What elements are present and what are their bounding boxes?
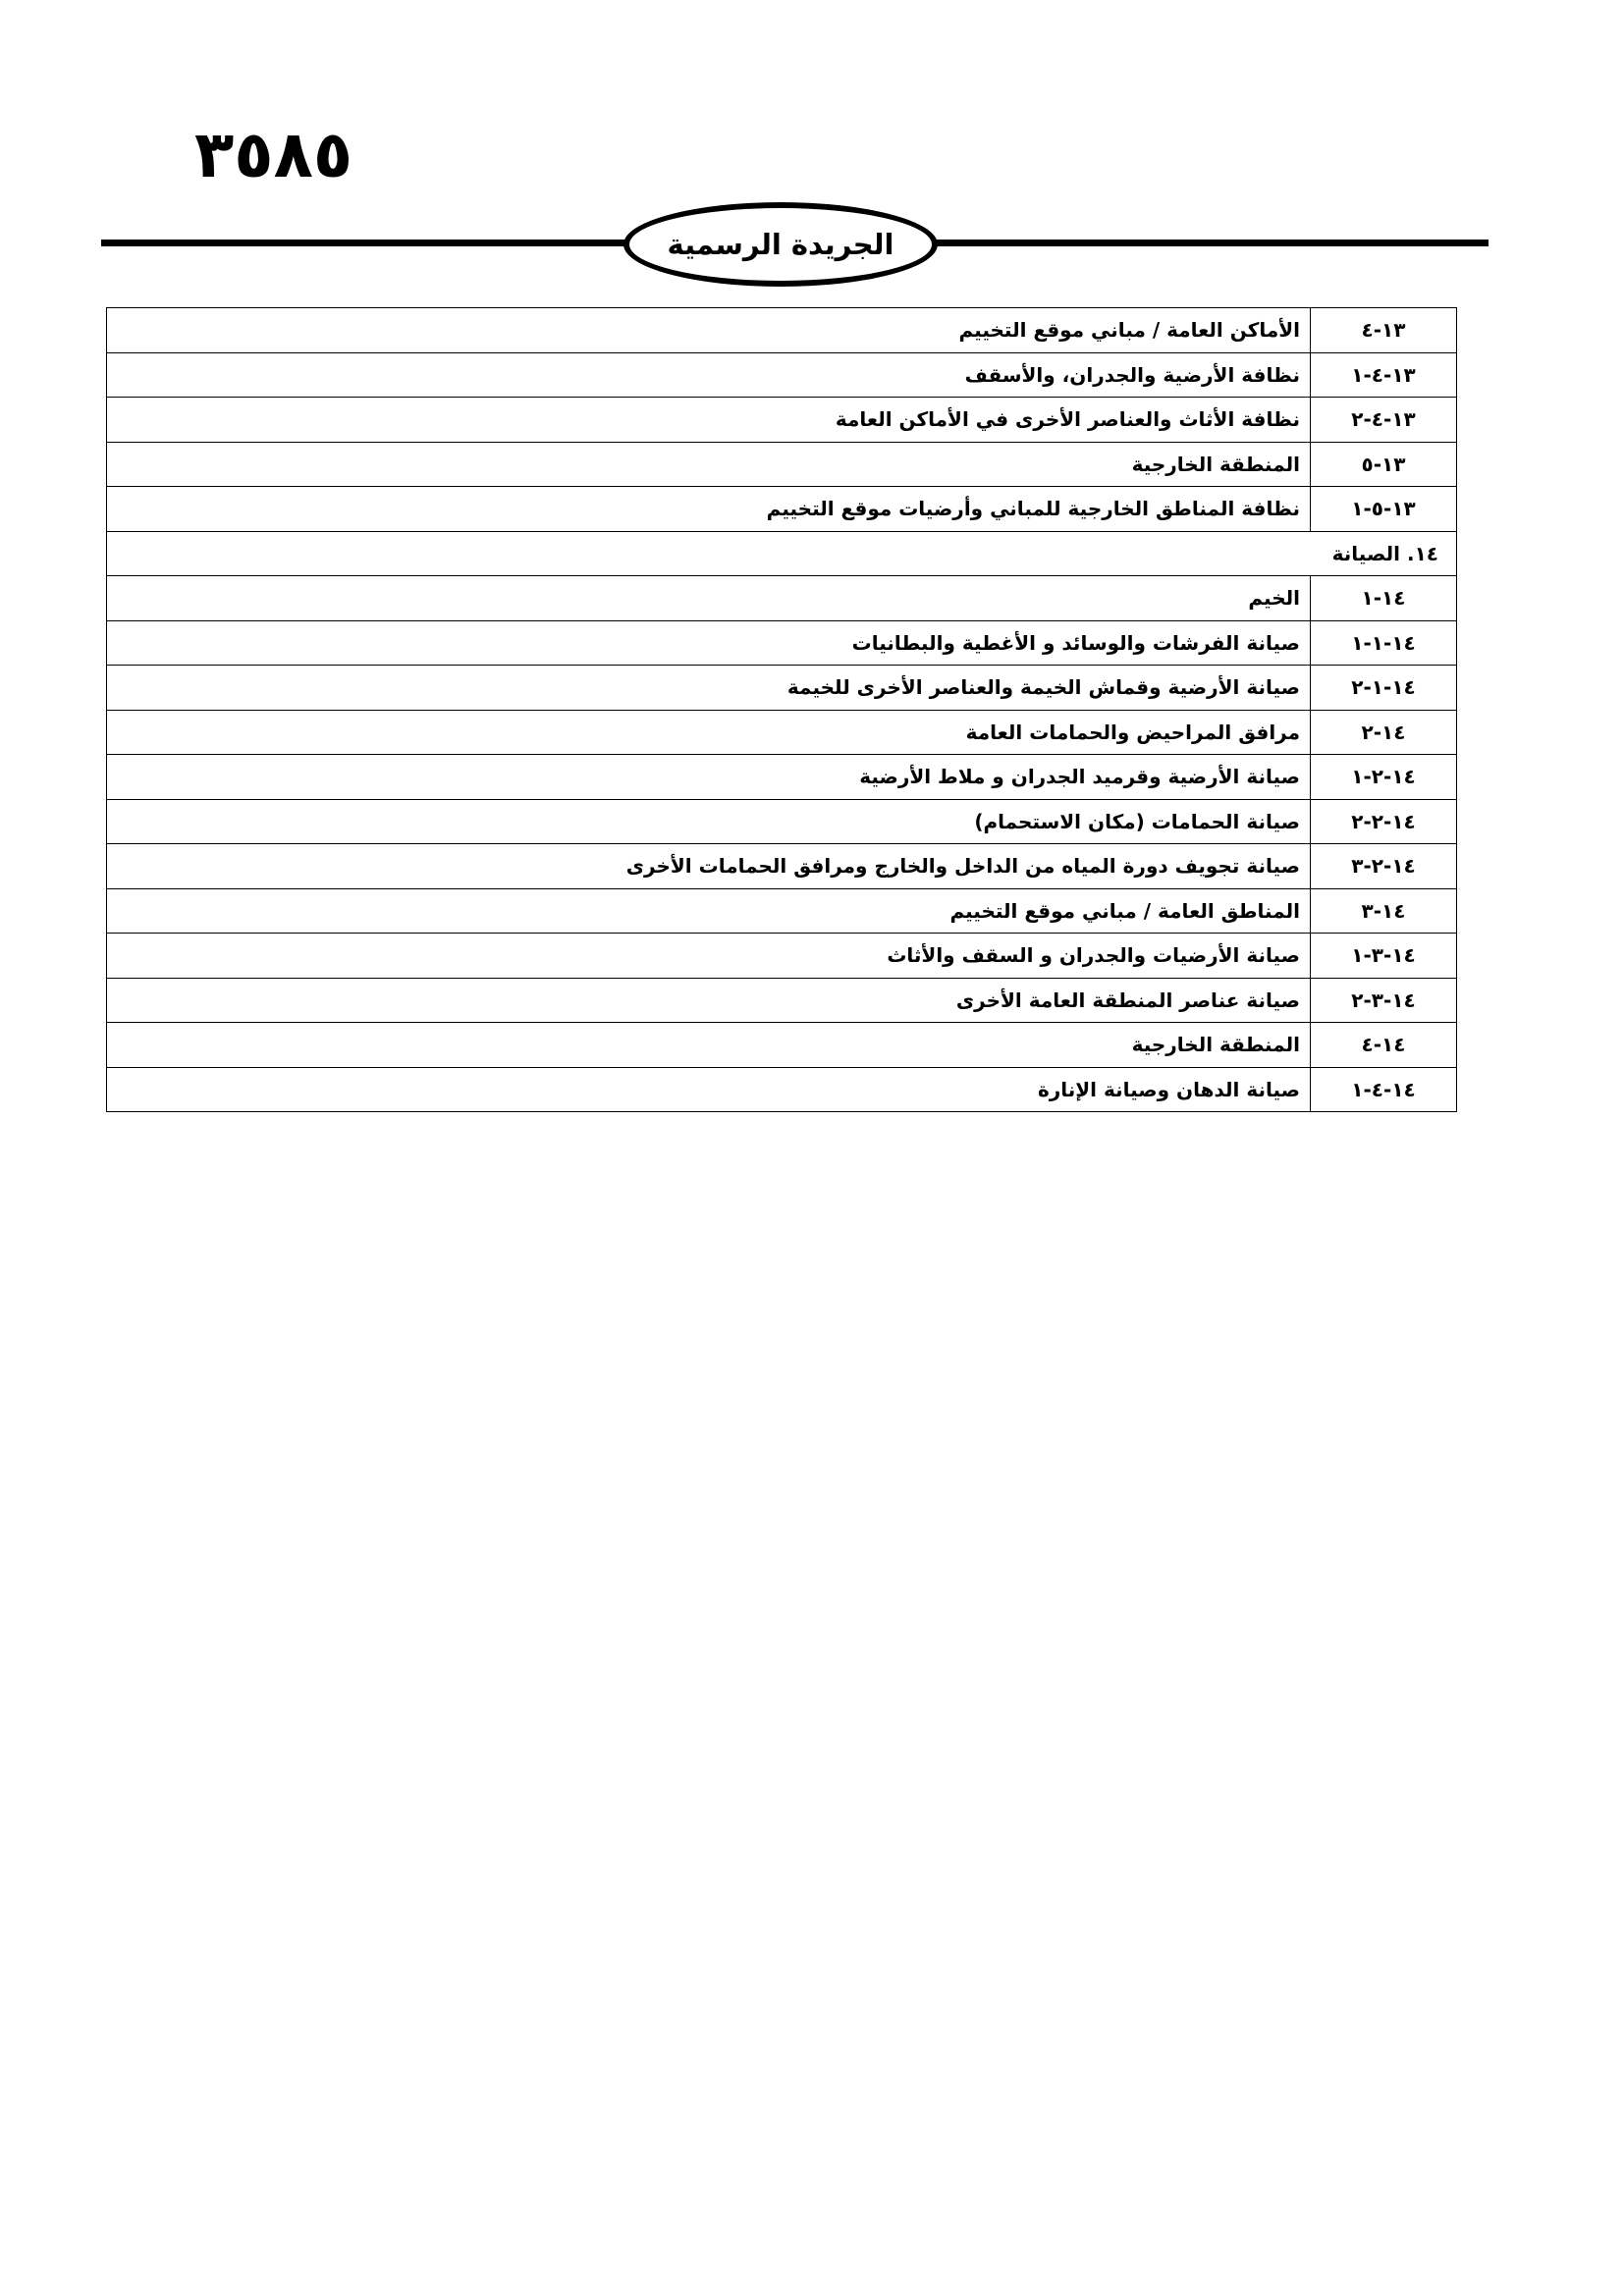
table-row <box>107 710 1457 755</box>
table-row <box>107 487 1457 532</box>
section-number: ١٤-٢-٣ <box>1311 844 1457 889</box>
table-row <box>107 844 1457 889</box>
section-title: الأماكن العامة / مباني موقع التخييم <box>107 308 1311 353</box>
table-row <box>107 576 1457 621</box>
chapter-heading: ١٤. الصيانة <box>107 531 1457 576</box>
section-title: نظافة الأرضية والجدران، والأسقف <box>107 352 1311 398</box>
section-title: صيانة الأرضية وقرميد الجدران و ملاط الأرضية <box>107 755 1311 800</box>
section-title: المنطقة الخارجية <box>107 1023 1311 1068</box>
section-number: ١٤-٤ <box>1311 1023 1457 1068</box>
section-title: صيانة تجويف دورة المياه من الداخل والخارج ومرافق الحمامات الأخرى <box>107 844 1311 889</box>
table-row-heading <box>107 531 1457 576</box>
gazette-title: الجريدة الرسمية <box>667 228 894 261</box>
section-title: صيانة الأرضيات والجدران و السقف والأثاث <box>107 934 1311 979</box>
page-number: ٣٥٨٥ <box>194 117 353 192</box>
table-row <box>107 308 1457 353</box>
section-number: ١٤-٢ <box>1311 710 1457 755</box>
section-title: نظافة الأثاث والعناصر الأخرى في الأماكن العامة <box>107 398 1311 443</box>
table-row <box>107 934 1457 979</box>
table-row <box>107 1023 1457 1068</box>
section-title: صيانة عناصر المنطقة العامة الأخرى <box>107 978 1311 1023</box>
table-row <box>107 620 1457 666</box>
table-row <box>107 755 1457 800</box>
header-oval <box>623 202 938 287</box>
section-number: ١٤-٣-٢ <box>1311 978 1457 1023</box>
section-number: ١٤-١-١ <box>1311 620 1457 666</box>
section-number: ١٣-٤ <box>1311 308 1457 353</box>
section-number: ١٣-٤-١ <box>1311 352 1457 398</box>
section-title: صيانة الدهان وصيانة الإنارة <box>107 1067 1311 1112</box>
section-title: صيانة الفرشات والوسائد و الأغطية والبطانيات <box>107 620 1311 666</box>
table-row <box>107 888 1457 934</box>
section-number: ١٤-١ <box>1311 576 1457 621</box>
section-number: ١٤-١-٢ <box>1311 666 1457 711</box>
section-number: ١٣-٤-٢ <box>1311 398 1457 443</box>
table-row <box>107 666 1457 711</box>
section-title: نظافة المناطق الخارجية للمباني وأرضيات موقع التخييم <box>107 487 1311 532</box>
section-number: ١٤-٢-٢ <box>1311 799 1457 844</box>
section-title: مرافق المراحيض والحمامات العامة <box>107 710 1311 755</box>
table-row <box>107 978 1457 1023</box>
section-number: ١٣-٥-١ <box>1311 487 1457 532</box>
table-row <box>107 352 1457 398</box>
section-number: ١٤-٣-١ <box>1311 934 1457 979</box>
section-title: صيانة الأرضية وقماش الخيمة والعناصر الأخرى للخيمة <box>107 666 1311 711</box>
section-title: الخيم <box>107 576 1311 621</box>
table-row <box>107 398 1457 443</box>
section-number: ١٤-٤-١ <box>1311 1067 1457 1112</box>
section-number: ١٣-٥ <box>1311 442 1457 487</box>
content-table <box>106 307 1457 1112</box>
section-title: المناطق العامة / مباني موقع التخييم <box>107 888 1311 934</box>
section-title: صيانة الحمامات (مكان الاستحمام) <box>107 799 1311 844</box>
table-row <box>107 1067 1457 1112</box>
section-number: ١٤-٢-١ <box>1311 755 1457 800</box>
section-title: المنطقة الخارجية <box>107 442 1311 487</box>
table-row <box>107 442 1457 487</box>
table-row <box>107 799 1457 844</box>
section-number: ١٤-٣ <box>1311 888 1457 934</box>
